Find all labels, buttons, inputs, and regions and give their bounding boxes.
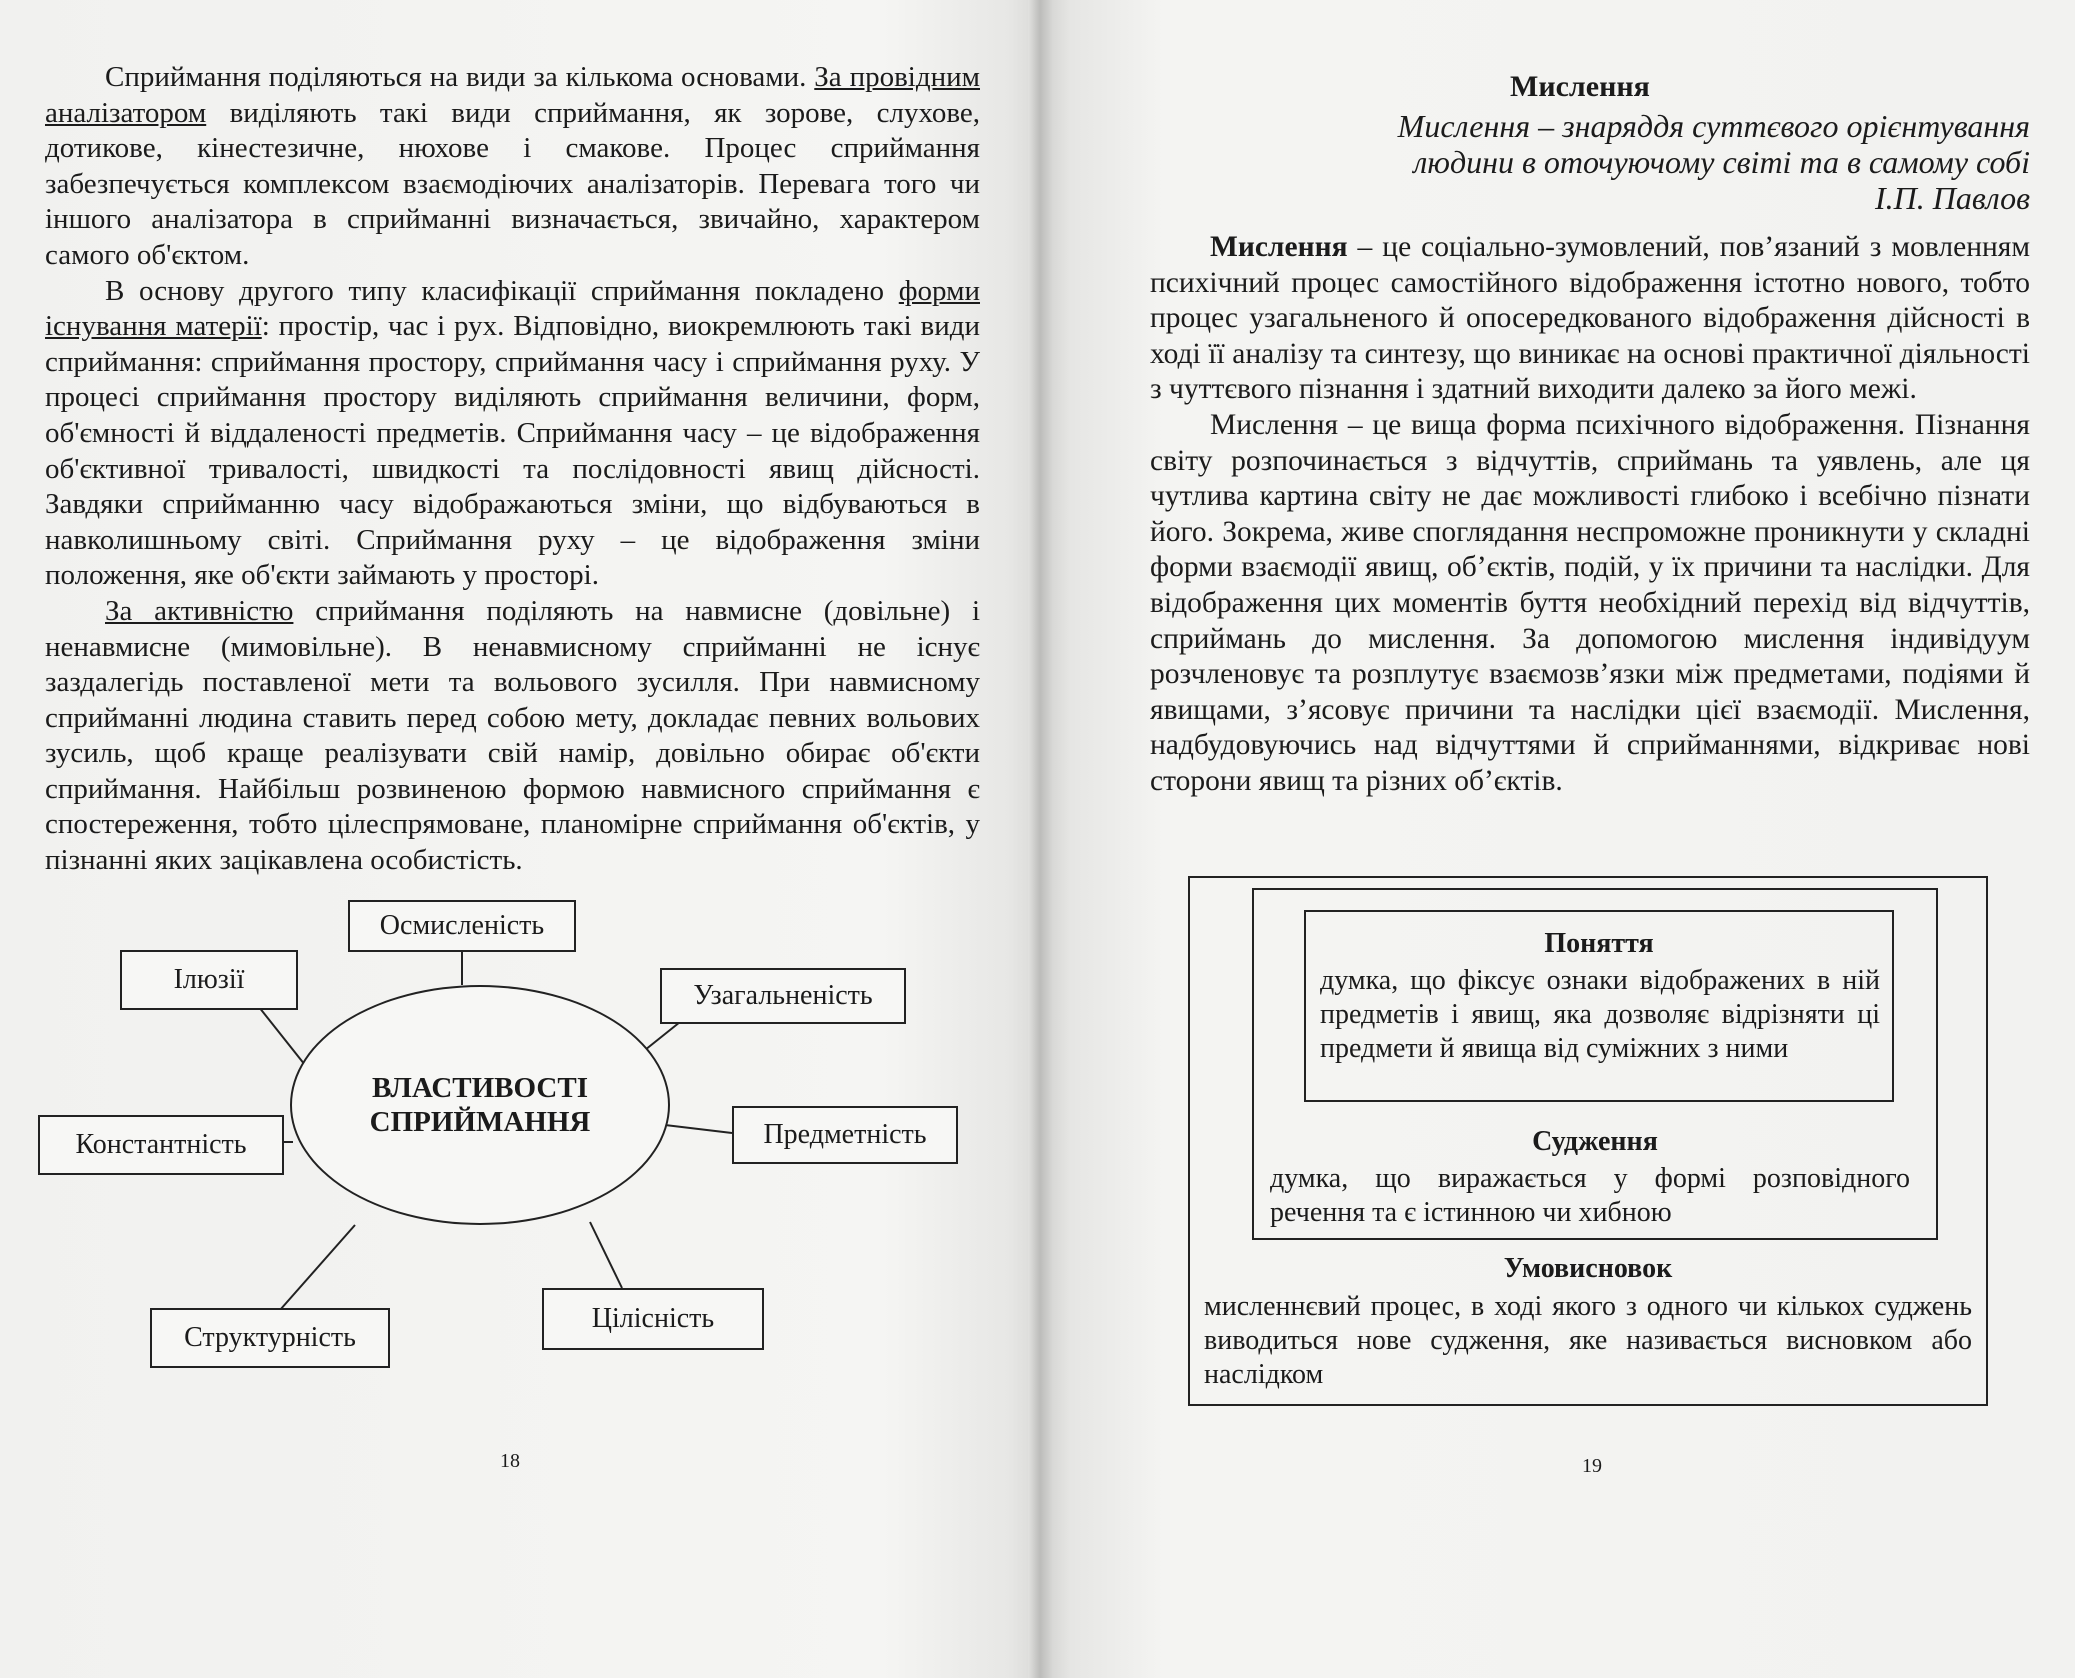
frame-title-umovysnovok: Умовисновок bbox=[1503, 1253, 1673, 1284]
underlined-term: форми існування матерії bbox=[45, 274, 980, 343]
frame-text-ponyattia: думка, що фіксує ознаки відображених в ній предметів і явищ, яка дозволяє відрізняти ці предмети й явища від суміжних з ними bbox=[1320, 965, 1880, 1064]
connector-tsilisnist bbox=[590, 1222, 622, 1288]
center-label-line1: ВЛАСТИВОСТІ bbox=[371, 1072, 588, 1104]
page-number-left: 18 bbox=[500, 1450, 520, 1472]
right-paragraph-1 bbox=[1150, 230, 2030, 408]
text-run: Сприймання поділяються на види за кількома основами. bbox=[105, 61, 815, 93]
node-uzahalnenist bbox=[660, 968, 906, 1024]
epigraph-line-2: людини в оточуючому світі та в самому собі bbox=[1413, 144, 2030, 180]
text-run: виділяють такі види сприймання, як зорове, слухове, дотикове, кінестезичне, нюхове і смакове. Процес сприймання забезпечується комплексом взаємодіючих аналізаторів. Перевага того чи іншого аналізатора в сприйманні визначається, звичайно, характером самого об'єктом. bbox=[45, 96, 980, 271]
frame-title-ponyattia: Поняття bbox=[1544, 928, 1654, 959]
section-title: Мислення bbox=[1510, 70, 1650, 103]
text-run: Мислення – це вища форма психічного відображення. Пізнання світу розпочинається з відчуттів, сприймань та уявлень, але ця чутлива картина світу не дає можливості глибоко і всебічно пізнати його. Зокрема, живе споглядання неспроможне проникнути у складні форми взаємодії явищ, об’єктів, подій, у їх причини та наслідки. Для відображення цих моментів буття необхідний перехід від відчуттів, сприймань до мислення. За допомогою мислення індивідуум розчленовує та розплутує взаємозв’язки між предметами, подіями й явищами, з’ясовує причини та наслідки цієї взаємодії. Мислення, надбудовуючись над відчуттями й сприйманнями, відкриває нові сторони явищ та різних об’єктів. bbox=[1150, 408, 2030, 797]
text-run: – це соціально-зумовлений, пов’язаний з мовленням психічний процес самостійного відображення істотно нового, тобто процес узагальненого й опосередкованого відображення дійсності в ході її аналізу та синтезу, що виникає на основі практичної діяльності з чуттєвого пізнання і здатний виходити далеко за його межі. bbox=[1150, 231, 2030, 406]
text-run: В основу другого типу класифікації сприймання покладено bbox=[105, 274, 899, 307]
node-label: Константність bbox=[75, 1129, 247, 1160]
node-label: Узагальненість bbox=[693, 980, 873, 1011]
node-label: Предметність bbox=[763, 1119, 927, 1150]
node-strukturnist bbox=[150, 1308, 390, 1368]
node-osmyslenist bbox=[348, 900, 576, 952]
node-label: Цілісність bbox=[591, 1303, 715, 1334]
connector-iliuzii bbox=[255, 1002, 305, 1065]
node-label: Осмисленість bbox=[379, 910, 545, 941]
right-page-text bbox=[1150, 230, 2030, 800]
node-konstantnist bbox=[38, 1115, 284, 1175]
underlined-term: За провідним аналізатором bbox=[45, 61, 980, 129]
right-paragraph-2 bbox=[1150, 408, 2030, 800]
epigraph bbox=[1260, 108, 2030, 216]
frame-text-sudzhennia: думка, що виражається у формі розповідного речення та є істинною чи хибною bbox=[1270, 1163, 1910, 1228]
frame-title-sudzhennia: Судження bbox=[1532, 1126, 1658, 1157]
diagram-center-ellipse bbox=[290, 985, 670, 1225]
connector-predmetnist bbox=[665, 1125, 732, 1133]
center-label-line2: СПРИЙМАННЯ bbox=[369, 1106, 591, 1138]
frame-text-umovysnovok: мисленнєвий процес, в ході якого з одного чи кількох суджень виводиться нове судження, яке називається висновком або наслідком bbox=[1204, 1291, 1972, 1390]
node-label: Ілюзії bbox=[173, 964, 245, 995]
node-iliuzii bbox=[120, 950, 298, 1010]
node-tsilisnist bbox=[542, 1288, 764, 1350]
diagram-connectors bbox=[0, 0, 1040, 1460]
connector-strukturnist bbox=[280, 1225, 355, 1310]
underlined-term: За активністю bbox=[105, 594, 294, 627]
frame-ponyattia bbox=[1304, 910, 1894, 1102]
bold-term: Мислення bbox=[1210, 231, 1348, 263]
epigraph-line-1: Мислення – знаряддя суттєвого орієнтування bbox=[1397, 108, 2030, 144]
node-label: Структурність bbox=[184, 1322, 356, 1353]
page-number-right: 19 bbox=[1582, 1455, 1602, 1477]
node-predmetnist bbox=[732, 1106, 958, 1164]
text-run: сприймання поділяють на навмисне (довільне) і ненавмисне (мимовільне). В ненавмисному сприйманні не існує заздалегідь поставленої мети та вольового зусилля. При навмисному сприйманні людина ставить перед собою мету, докладає певних вольових зусиль, щоб краще реалізувати свій намір, довільно обирає об'єкти сприймання. Найбільш розвиненою формою навмисного сприймання є спостереження, тобто цілеспрямоване, планомірне сприймання об'єктів, у пізнанні яких зацікавлена особистість. bbox=[45, 594, 980, 877]
text-run: : простір, час і рух. Відповідно, виокремлюють такі види сприймання: сприймання простору, сприймання часу і сприймання руху. У процесі сприймання простору виділяють сприймання величини, форм, об'ємності й віддаленості предметів. Сприймання часу – це відображення об'єктивної тривалості, швидкості та послідовності явищ дійсності. Завдяки сприйманню часу відображаються зміни, що відбуваються в навколишньому світі. Сприймання руху – це відображення зміни положення, яке об'єкти займають у просторі. bbox=[45, 310, 980, 592]
epigraph-author: І.П. Павлов bbox=[1875, 180, 2030, 216]
